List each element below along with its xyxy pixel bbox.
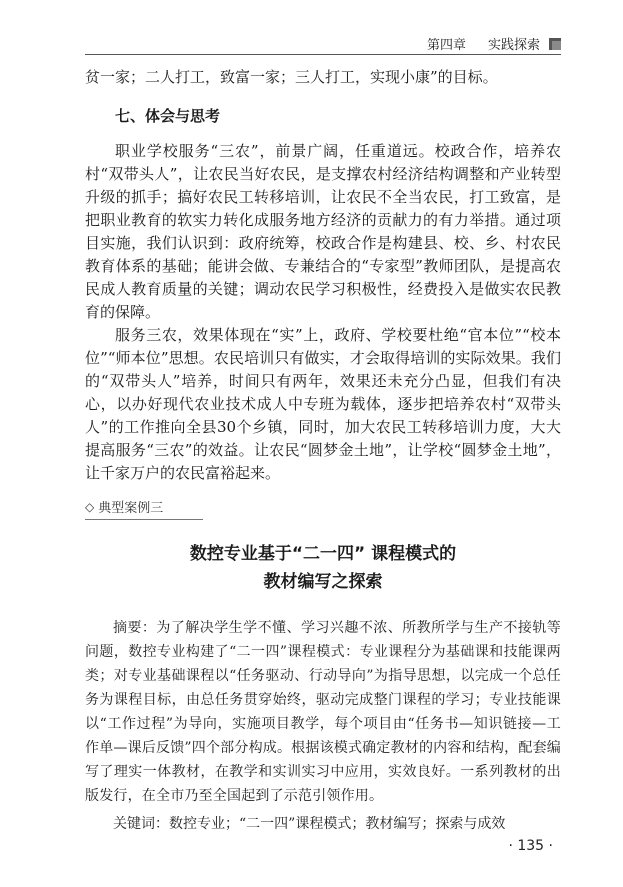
case-tag-label: 典型案例三 xyxy=(98,501,164,516)
section-heading: 七、体会与思考 xyxy=(115,107,221,125)
section-label: 实践探索 xyxy=(487,38,540,53)
header-rule xyxy=(85,54,561,55)
chapter-label: 第四章 xyxy=(426,38,466,53)
keywords: 关键词：数控专业；“二一四”课程模式；教材编写；探索与成效 xyxy=(113,816,506,832)
abstract: 摘要：为了解决学生学不懂、学习兴趣不浓、所教所学与生产不接轨等问题，数控专业构建了“二一四”课程模式：专业课程分为基础课和技能课两类；对专业基础课程以“任务驱动、行动导向”为指导思想，以完成一个总任务为课程目标，由总任务贯穿始终，驱动完成整门课程的学习；专业技能课以“工作过程”为导向，实施项目教学，每个项目由“任务书—知识链接—工作单—课后反馈”四个部分构成。根据该模式确定教材的内容和结构，配套编写了理实一体教材，在教学和实训实习中应用，实效良好。一系列教材的出版发行，在全市乃至全国起到了示范引领作用。 xyxy=(85,620,561,804)
page-body xyxy=(85,66,561,836)
case-tag-underline xyxy=(85,519,203,520)
case-title-line-2: 教材编写之探索 xyxy=(263,572,383,592)
page-number: · 135 · xyxy=(508,838,553,854)
case-tag xyxy=(85,497,561,516)
intro-line: 贫一家；二人打工，致富一家；三人打工，实现小康”的目标。 xyxy=(85,68,498,86)
case-title-line-1: 数控专业基于“二一四” 课程模式的 xyxy=(189,544,457,564)
corner-mark-icon xyxy=(549,38,561,50)
paragraph-1: 职业学校服务“三农”，前景广阔，任重道远。校政合作，培养农村“双带头人”，让农民当好农民，是支撑农村经济结构调整和产业转型升级的抓手；搞好农民工转移培训，让农民不全当农民，打工致富，是把职业教育的软实力转化成服务地方经济的贡献力的有力举措。通过项目实施，我们认识到：政府统筹，校政合作是构建县、校、乡、村农民教育体系的基础；能讲会做、专兼结合的“专家型”教师团队，是提高农民成人教育质量的关键；调动农民学习积极性，经费投入是做实农民教育的保障。 xyxy=(85,142,561,321)
case-title xyxy=(85,540,561,596)
running-header xyxy=(427,34,561,53)
diamond-icon: ◇ xyxy=(85,499,95,514)
paragraph-2: 服务三农，效果体现在“实”上，政府、学校要杜绝“官本位”“校本位”“师本位”思想。农民培训只有做实，才会取得培训的实际效果。我们的“双带头人”培养，时间只有两年，效果还未充分凸显，但我们有决心，以办好现代农业技术成人中专班为载体，逐步把培养农村“双带头人”的工作推向全县30个乡镇，同时，加大农民工转移培训力度，大大提高服务“三农”的效益。让农民“圆梦金土地”，让学校“圆梦金土地”，让千家万户的农民富裕起来。 xyxy=(85,326,561,482)
